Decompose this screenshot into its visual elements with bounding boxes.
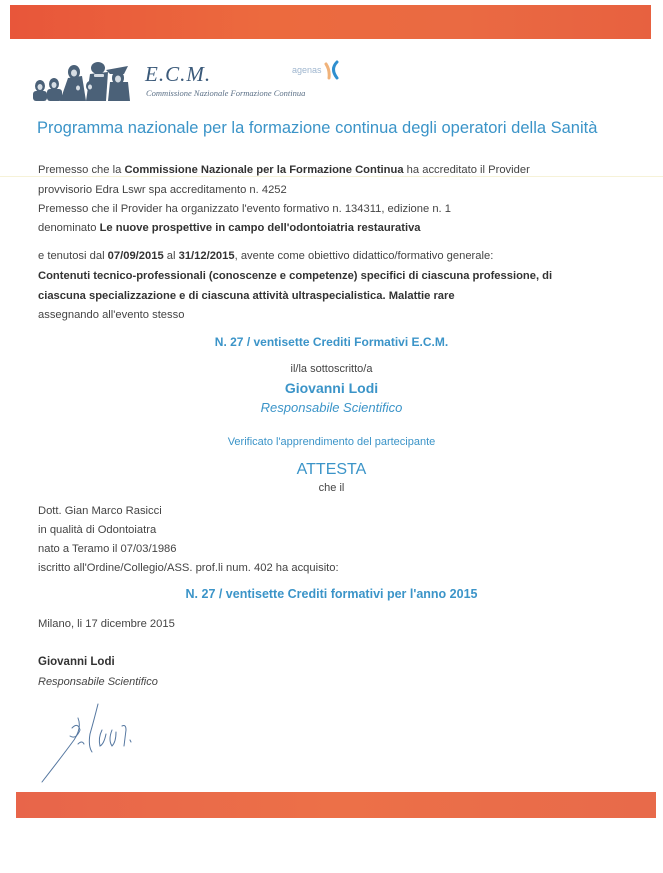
text: denominato <box>38 222 100 234</box>
responsible-name: Giovanni Lodi <box>284 380 379 396</box>
participant-registration: iscritto all'Ordine/Collegio/ASS. prof.li num. 402 ha acquisito: <box>38 562 339 574</box>
signatory-name: Giovanni Lodi <box>38 656 115 668</box>
handwritten-signature-icon <box>38 700 168 785</box>
objective-text: ciascuna specializzazione e di ciascuna attività ultraspecialistica. Malattie rare <box>38 290 455 302</box>
event-name-line <box>38 222 421 234</box>
text: , avente come obiettivo didattico/formativo generale: <box>234 250 494 262</box>
objective-line-2 <box>38 290 455 302</box>
participant-name: Dott. Gian Marco Rasicci <box>38 505 162 517</box>
event-credits: N. 27 / ventisette Crediti Formativi E.C.M. <box>214 335 449 349</box>
text: e tenutosi dal <box>38 250 108 262</box>
top-accent-bar <box>10 5 651 39</box>
agenas-logo-icon <box>324 60 340 80</box>
text: ha accreditato il Provider <box>403 164 530 176</box>
che-il-label: che il <box>318 482 345 494</box>
objective-line-1 <box>38 270 552 282</box>
objective-text: Contenuti tecnico-professionali (conoscenze e competenze) specifici di ciascuna professione, di <box>38 270 553 282</box>
date-to: 31/12/2015 <box>178 250 235 262</box>
place-date: Milano, li 17 dicembre 2015 <box>38 618 175 630</box>
participant-birth: nato a Teramo il 07/03/1986 <box>38 543 177 555</box>
assigning-line: assegnando all'evento stesso <box>38 309 185 321</box>
agenas-text: agenas <box>292 65 322 75</box>
responsible-role: Responsabile Scientifico <box>260 400 403 415</box>
commission-name: Commissione Nazionale per la Formazione Continua <box>124 164 404 176</box>
participant-qualification: in qualità di Odontoiatra <box>38 524 157 536</box>
event-dates-line <box>38 250 493 262</box>
text: al <box>163 250 179 262</box>
text: Premesso che la <box>38 164 125 176</box>
ecm-title: E.C.M. <box>145 62 212 86</box>
verified-label: Verificato l'apprendimento del partecipante <box>227 436 436 448</box>
ecm-people-logo-icon <box>30 60 130 102</box>
attesta-heading: ATTESTA <box>296 461 367 478</box>
provider-accreditation: provvisorio Edra Lswr spa accreditamento n. 4252 <box>38 184 287 196</box>
agenas-logo <box>292 60 340 80</box>
ecm-subtitle: Commissione Nazionale Formazione Continua <box>146 88 306 98</box>
event-name: Le nuove prospettive in campo dell'odontoiatria restaurativa <box>99 222 421 234</box>
premise-event: Premesso che il Provider ha organizzato l'evento formativo n. 134311, edizione n. 1 <box>38 203 451 215</box>
credits-acquired: N. 27 / ventisette Crediti formativi per l'anno 2015 <box>185 587 478 601</box>
bottom-accent-bar <box>16 792 656 818</box>
divider <box>0 176 663 177</box>
undersigned-label: il/la sottoscritto/a <box>290 363 373 375</box>
premise-commission <box>38 164 530 176</box>
date-from: 07/09/2015 <box>107 250 164 262</box>
program-title: Programma nazionale per la formazione continua degli operatori della Sanità <box>37 119 598 137</box>
signatory-role: Responsabile Scientifico <box>38 676 158 688</box>
